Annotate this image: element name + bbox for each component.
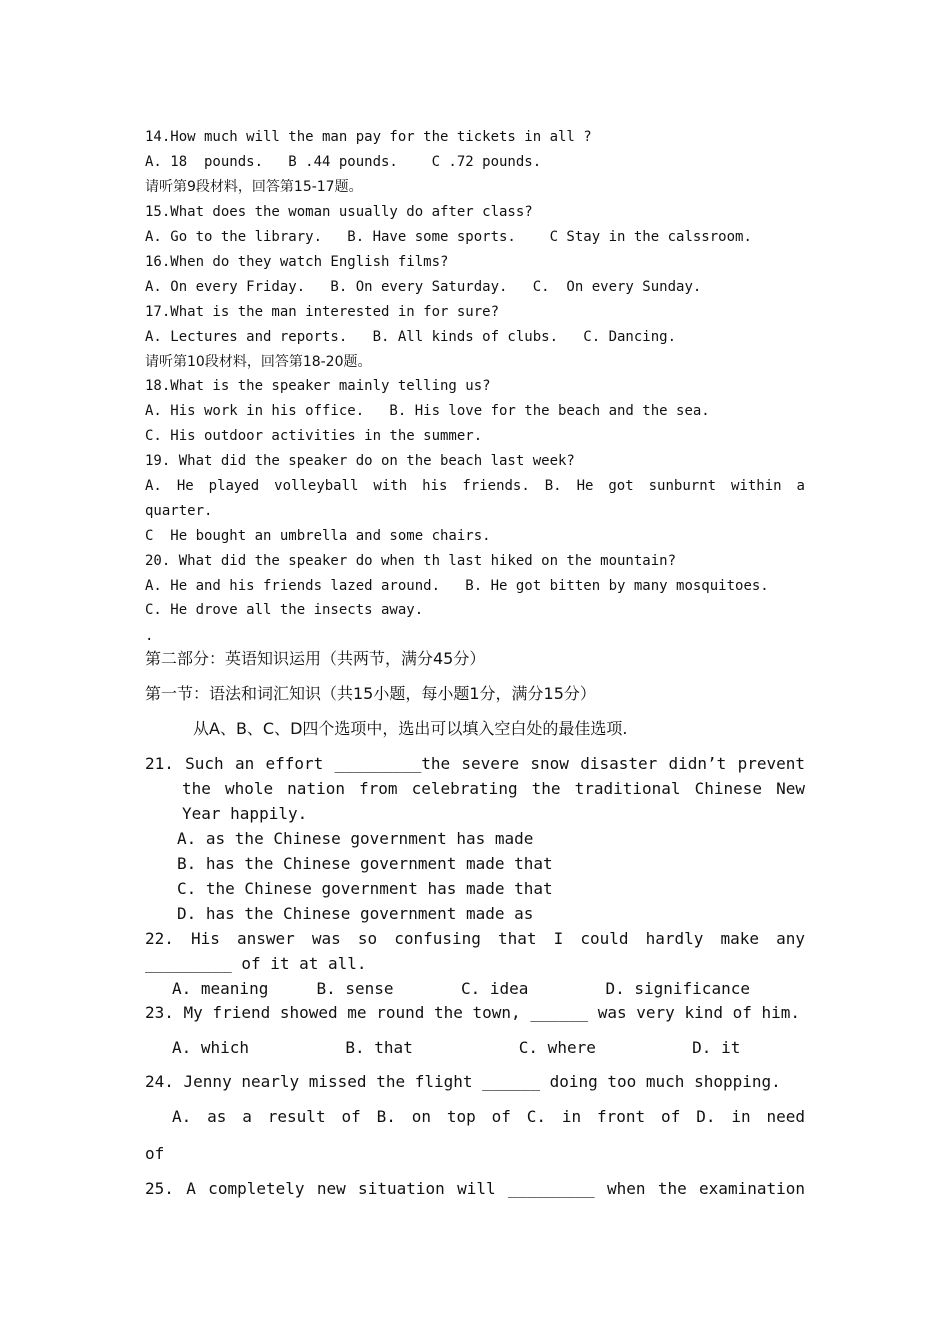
option-21-d: D. has the Chinese government made as xyxy=(177,904,534,923)
options-15: A. Go to the library. B. Have some sports. C Stay in the calssroom. xyxy=(145,229,752,245)
options-23: A. which B. that C. where D. it xyxy=(172,1038,741,1057)
options-24: A. as a result of B. on top of C. in front of D. in need xyxy=(172,1107,805,1126)
options-18-c: C. His outdoor activities in the summer. xyxy=(145,428,483,444)
question-24: 24. Jenny nearly missed the flight ______ doing too much shopping. xyxy=(145,1072,781,1091)
question-15: 15.What does the woman usually do after class? xyxy=(145,204,533,220)
question-22-line1: 22. His answer was so confusing that I could hardly make any xyxy=(145,929,805,948)
question-20: 20. What did the speaker do when th last hiked on the mountain? xyxy=(145,553,677,569)
listening-instruction-10: 请听第10段材料，回答第18-20题。 xyxy=(145,354,372,370)
question-14: 14.How much will the man pay for the tickets in all ? xyxy=(145,129,592,145)
options-19-ab-cont: quarter. xyxy=(145,503,213,519)
option-21-c: C. the Chinese government has made that xyxy=(177,879,553,898)
options-16: A. On every Friday. B. On every Saturday. C. On every Sunday. xyxy=(145,279,702,295)
listening-instruction-9: 请听第9段材料，回答第15-17题。 xyxy=(145,179,363,195)
question-22-line2: _________ of it at all. xyxy=(145,954,367,973)
option-21-b: B. has the Chinese government made that xyxy=(177,854,553,873)
section1-instruction: 从A、B、C、D四个选项中，选出可以填入空白处的最佳选项. xyxy=(193,719,628,738)
section1-title: 第一节：语法和词汇知识（共15小题，每小题1分，满分15分） xyxy=(145,684,596,703)
question-25: 25. A completely new situation will _________ when the examination xyxy=(145,1179,805,1198)
options-20-ab: A. He and his friends lazed around. B. He got bitten by many mosquitoes. xyxy=(145,578,769,594)
question-21-line2: the whole nation from celebrating the traditional Chinese New xyxy=(182,779,805,798)
separator-dot: . xyxy=(145,628,154,644)
options-17: A. Lectures and reports. B. All kinds of clubs. C. Dancing. xyxy=(145,329,677,345)
part2-title: 第二部分：英语知识运用（共两节，满分45分） xyxy=(145,649,486,668)
options-20-c: C. He drove all the insects away. xyxy=(145,602,424,618)
question-21-line3: Year happily. xyxy=(182,804,308,823)
options-22: A. meaning B. sense C. idea D. significance xyxy=(172,979,750,998)
options-19-ab: A. He played volleyball with his friends. B. He got sunburnt within a xyxy=(145,478,805,494)
option-21-a: A. as the Chinese government has made xyxy=(177,829,534,848)
question-23: 23. My friend showed me round the town, ______ was very kind of him. xyxy=(145,1003,801,1022)
options-24-cont: of xyxy=(145,1144,165,1163)
question-16: 16.When do they watch English films? xyxy=(145,254,449,270)
options-18-ab: A. His work in his office. B. His love for the beach and the sea. xyxy=(145,403,710,419)
question-18: 18.What is the speaker mainly telling us? xyxy=(145,378,491,394)
options-14: A. 18 pounds. B .44 pounds. C .72 pounds. xyxy=(145,154,542,170)
question-21-line1: 21. Such an effort _________the severe snow disaster didn’t prevent xyxy=(145,754,805,773)
options-19-c: C He bought an umbrella and some chairs. xyxy=(145,528,491,544)
question-19: 19. What did the speaker do on the beach last week? xyxy=(145,453,575,469)
question-17: 17.What is the man interested in for sure? xyxy=(145,304,500,320)
